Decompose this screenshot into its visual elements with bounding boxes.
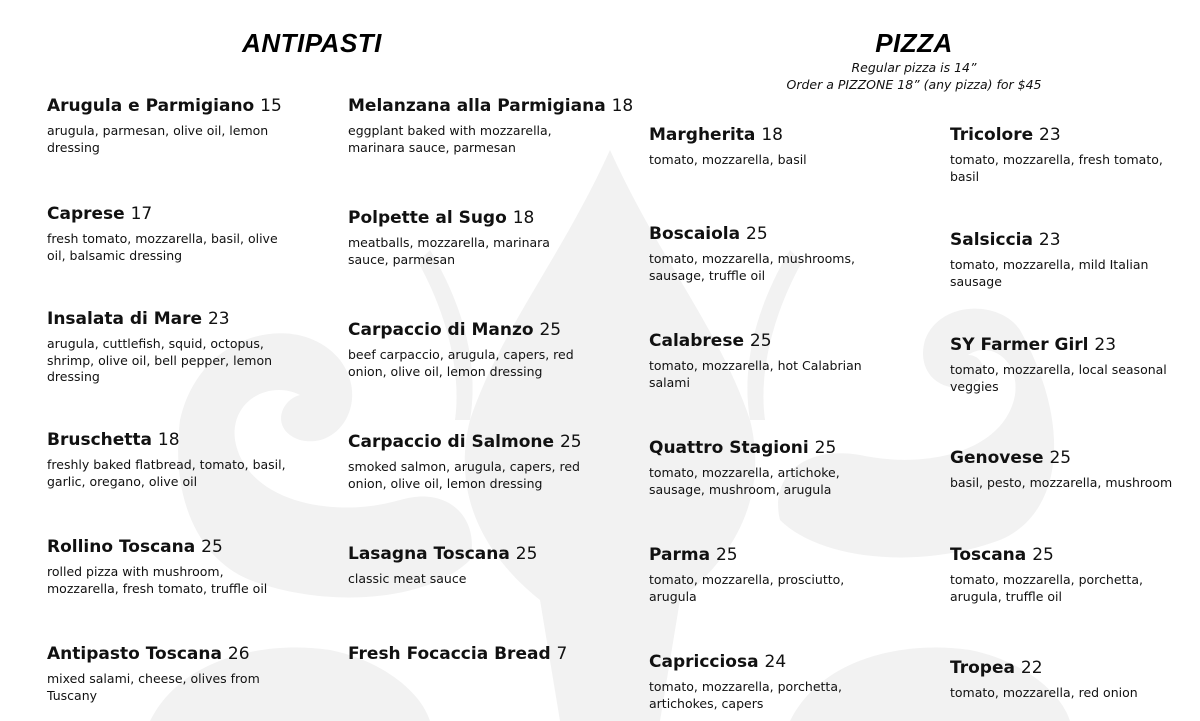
item-description: classic meat sauce (348, 571, 467, 586)
item-name: Margherita (649, 125, 756, 145)
item-description: arugula, parmesan, olive oil, lemon dressing (47, 123, 269, 155)
item-name: Calabrese (649, 331, 744, 351)
item-description: tomato, mozzarella, fresh tomato, basil (950, 152, 1163, 184)
item-price: 25 (1049, 448, 1072, 468)
item-price: 25 (515, 544, 538, 564)
item-name: Salsiccia (950, 230, 1033, 250)
item-price: 15 (260, 96, 282, 116)
item-description: tomato, mozzarella, porchetta, arugula, truffle oil (950, 572, 1143, 604)
item-name: SY Farmer Girl (950, 335, 1089, 355)
item-description: tomato, mozzarella, local seasonal veggies (950, 362, 1167, 394)
menu-item (47, 95, 287, 156)
item-price: 26 (227, 644, 250, 664)
item-description: tomato, mozzarella, porchetta, artichokes, capers (649, 679, 842, 711)
menu-item (950, 544, 1185, 605)
item-description: fresh tomato, mozzarella, basil, olive oil, balsamic dressing (47, 231, 278, 263)
item-description: tomato, mozzarella, hot Calabrian salami (649, 358, 862, 390)
item-description: mixed salami, cheese, olives from Tuscany (47, 671, 260, 703)
item-name: Polpette al Sugo (348, 208, 507, 228)
item-price: 18 (157, 430, 180, 450)
item-price: 22 (1020, 658, 1043, 678)
menu-item (649, 330, 889, 391)
item-name: Quattro Stagioni (649, 438, 809, 458)
menu-item (950, 447, 1185, 492)
item-name: Toscana (950, 545, 1027, 565)
menu-item (47, 536, 287, 597)
item-name: Melanzana alla Parmigiana (348, 96, 606, 116)
item-price: 25 (201, 537, 223, 557)
menu-item (950, 334, 1185, 395)
menu-item (649, 437, 889, 498)
item-description: beef carpaccio, arugula, capers, red onion, olive oil, lemon dressing (348, 347, 574, 379)
menu-item (47, 308, 287, 386)
item-description: tomato, mozzarella, artichoke, sausage, mushroom, arugula (649, 465, 840, 497)
item-description: meatballs, mozzarella, marinara sauce, parmesan (348, 235, 550, 267)
item-price: 25 (539, 320, 562, 340)
item-description: basil, pesto, mozzarella, mushroom (950, 475, 1173, 490)
menu-item (649, 651, 889, 712)
item-price: 23 (207, 309, 230, 329)
pizza-note-pizzone: Order a PIZZONE 18” (any pizza) for $45 (786, 77, 1042, 92)
item-price: 23 (1094, 335, 1117, 355)
item-name: Fresh Focaccia Bread (348, 644, 551, 664)
menu-item (348, 207, 588, 268)
menu-item (950, 229, 1185, 290)
item-price: 25 (1032, 545, 1054, 565)
pizza-title: PIZZA (875, 28, 953, 58)
item-description: tomato, mozzarella, mushrooms, sausage, truffle oil (649, 251, 855, 283)
item-description: tomato, mozzarella, red onion (950, 685, 1138, 700)
antipasti-title: ANTIPASTI (242, 28, 382, 58)
item-price: 7 (556, 644, 568, 664)
item-price: 24 (764, 652, 787, 672)
item-description: freshly baked flatbread, tomato, basil, garlic, oregano, olive oil (47, 457, 286, 489)
item-description: tomato, mozzarella, basil (649, 152, 807, 167)
item-name: Carpaccio di Salmone (348, 432, 555, 452)
item-price: 25 (715, 545, 738, 565)
item-name: Rollino Toscana (47, 537, 196, 557)
item-price: 25 (559, 432, 582, 452)
item-price: 18 (761, 125, 783, 145)
menu-item (649, 223, 889, 284)
pizza-note-regular: Regular pizza is 14” (851, 60, 977, 75)
item-description: arugula, cuttlefish, squid, octopus, shrimp, olive oil, bell pepper, lemon dressing (47, 336, 273, 384)
menu-item (47, 203, 287, 264)
menu-item (348, 643, 588, 665)
menu-item (348, 543, 588, 588)
menu-item (950, 657, 1185, 702)
item-price: 23 (1039, 125, 1061, 145)
menu-item (47, 429, 287, 490)
item-price: 17 (130, 204, 153, 224)
item-price: 25 (814, 438, 837, 458)
menu-item (348, 431, 588, 492)
item-name: Tricolore (950, 125, 1034, 145)
item-price: 18 (512, 208, 535, 228)
item-name: Lasagna Toscana (348, 544, 510, 564)
item-name: Arugula e Parmigiano (47, 96, 255, 116)
item-price: 18 (611, 96, 634, 116)
item-description: eggplant baked with mozzarella, marinara sauce, parmesan (348, 123, 552, 155)
item-name: Parma (649, 545, 711, 565)
menu-item (950, 124, 1185, 185)
item-description: smoked salmon, arugula, capers, red onion, olive oil, lemon dressing (348, 459, 580, 491)
item-name: Carpaccio di Manzo (348, 320, 534, 340)
menu-item (649, 544, 889, 605)
item-name: Insalata di Mare (47, 309, 203, 329)
item-name: Boscaiola (649, 224, 741, 244)
item-price: 25 (749, 331, 772, 351)
item-price: 25 (746, 224, 768, 244)
item-name: Capricciosa (649, 652, 759, 672)
menu-item (649, 124, 889, 169)
item-name: Genovese (950, 448, 1044, 468)
item-description: tomato, mozzarella, mild Italian sausage (950, 257, 1149, 289)
menu-item (47, 643, 287, 704)
item-name: Tropea (950, 658, 1015, 678)
menu-item (348, 95, 634, 156)
item-name: Caprese (47, 204, 125, 224)
item-description: rolled pizza with mushroom, mozzarella, fresh tomato, truffle oil (47, 564, 268, 596)
item-name: Antipasto Toscana (47, 644, 222, 664)
item-name: Bruschetta (47, 430, 152, 450)
item-description: tomato, mozzarella, prosciutto, arugula (649, 572, 845, 604)
item-price: 23 (1038, 230, 1061, 250)
menu-item (348, 319, 588, 380)
